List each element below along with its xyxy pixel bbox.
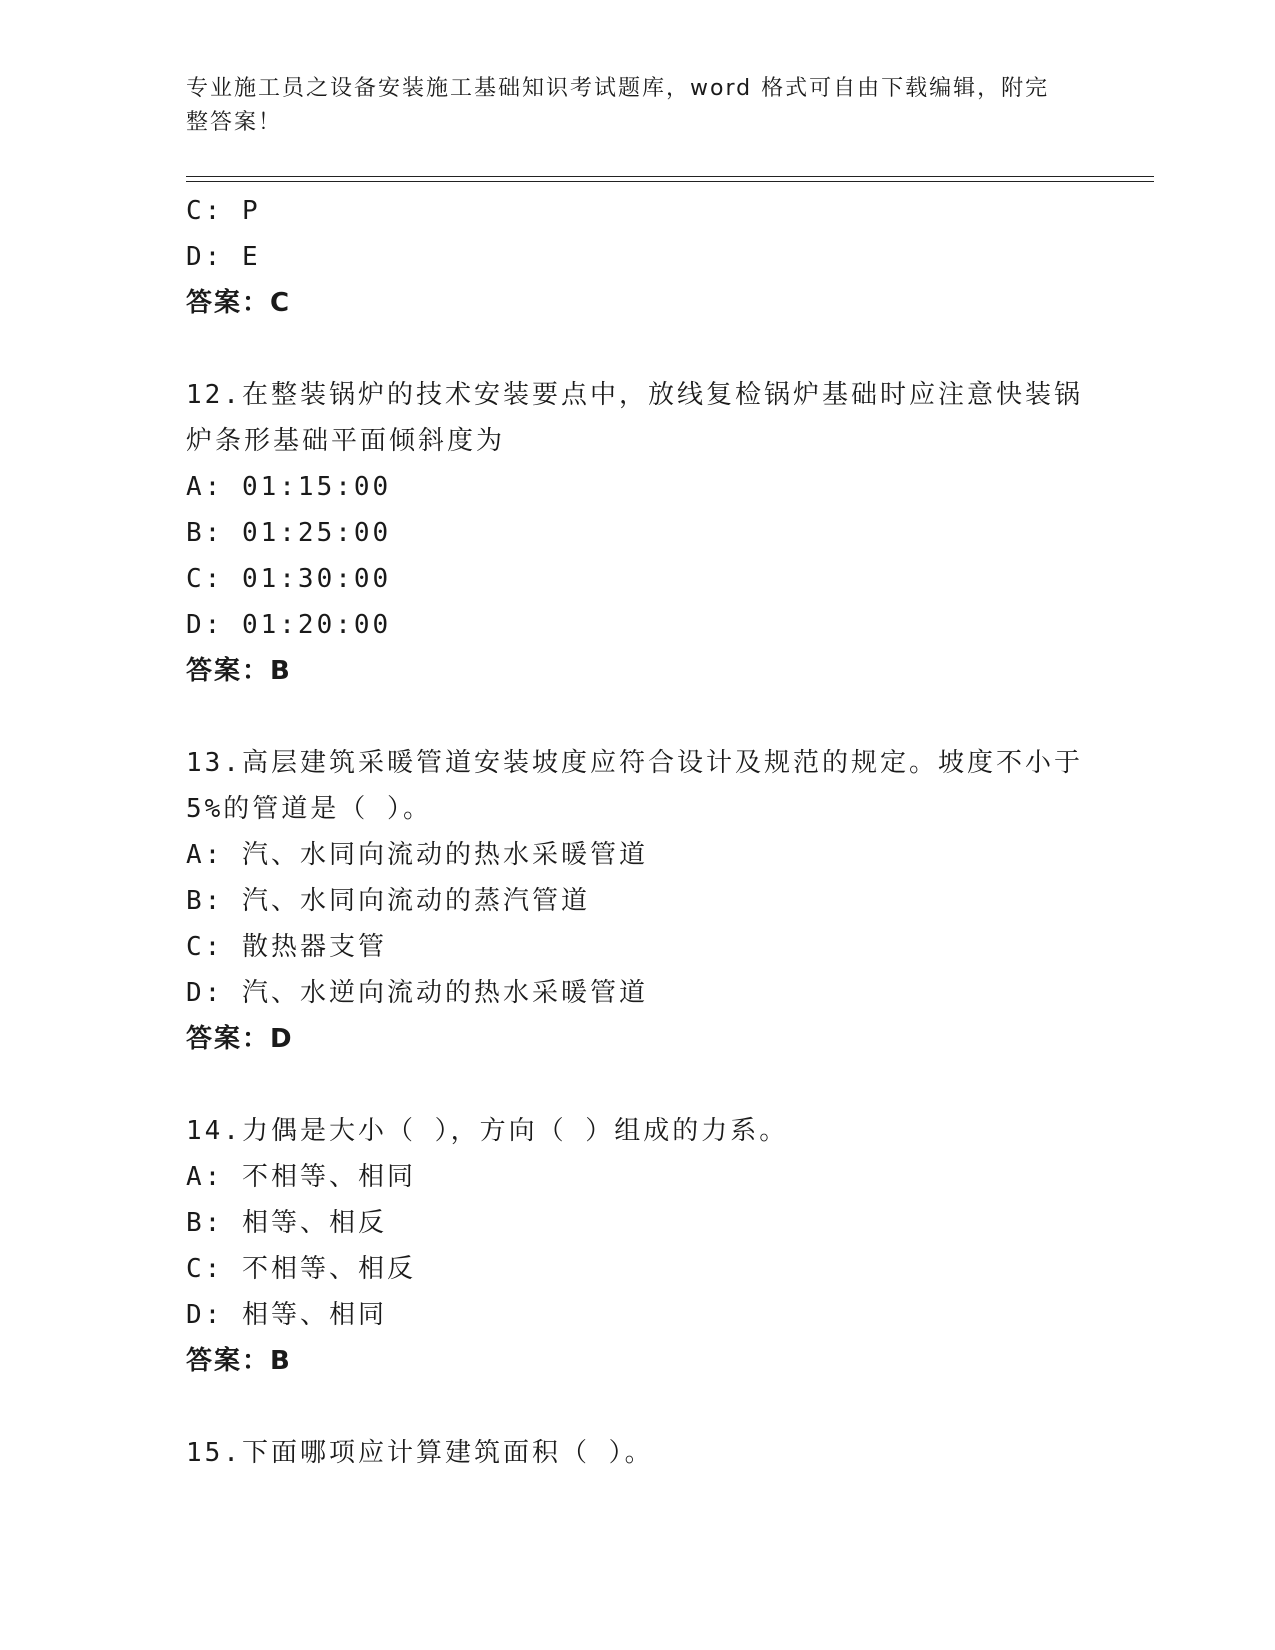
q15-stem-line-1: 15.下面哪项应计算建筑面积（ ）。 (186, 1438, 654, 1468)
header-divider-bottom (186, 181, 1154, 182)
q13-option-d: D: 汽、水逆向流动的热水采暖管道 (186, 978, 648, 1008)
header-line-2: 整答案！ (186, 110, 283, 135)
q13-option-b: B: 汽、水同向流动的蒸汽管道 (186, 886, 590, 916)
q13-stem-line-2: 5%的管道是（ ）。 (186, 794, 432, 824)
q12-option-b: B: 01:25:00 (186, 518, 392, 548)
q14-answer: 答案：B (186, 1346, 292, 1376)
q11-answer: 答案：C (186, 288, 292, 318)
question-12 (186, 372, 1086, 694)
spacer (186, 326, 1086, 372)
q13-stem-line-1: 13.高层建筑采暖管道安装坡度应符合设计及规范的规定。坡度不小于 (186, 748, 1083, 778)
question-15 (186, 1430, 1086, 1476)
q12-option-a: A: 01:15:00 (186, 472, 392, 502)
spacer (186, 694, 1086, 740)
q14-option-a: A: 不相等、相同 (186, 1162, 416, 1192)
header-divider-top (186, 176, 1154, 177)
q14-option-d: D: 相等、相同 (186, 1300, 387, 1330)
q11-option-c: C: P (186, 196, 261, 226)
q14-option-c: C: 不相等、相反 (186, 1254, 416, 1284)
question-13 (186, 740, 1086, 1062)
q12-answer: 答案：B (186, 656, 292, 686)
q12-option-d: D: 01:20:00 (186, 610, 392, 640)
spacer (186, 1062, 1086, 1108)
question-14 (186, 1108, 1086, 1384)
q12-stem-line-1: 12.在整装锅炉的技术安装要点中，放线复检锅炉基础时应注意快装锅 (186, 380, 1083, 410)
q12-option-c: C: 01:30:00 (186, 564, 392, 594)
question-list (186, 188, 1086, 1476)
spacer (186, 1384, 1086, 1430)
header-line-1: 专业施工员之设备安装施工基础知识考试题库，word 格式可自由下载编辑，附完 (186, 76, 1050, 101)
question-11-tail (186, 188, 1086, 326)
q13-answer: 答案：D (186, 1024, 294, 1054)
document-header (186, 72, 1086, 140)
q13-option-c: C: 散热器支管 (186, 932, 387, 962)
q13-option-a: A: 汽、水同向流动的热水采暖管道 (186, 840, 648, 870)
q14-stem-line-1: 14.力偶是大小（ ），方向（ ）组成的力系。 (186, 1116, 789, 1146)
q12-stem-line-2: 炉条形基础平面倾斜度为 (186, 426, 506, 456)
q14-option-b: B: 相等、相反 (186, 1208, 387, 1238)
q11-option-d: D: E (186, 242, 261, 272)
